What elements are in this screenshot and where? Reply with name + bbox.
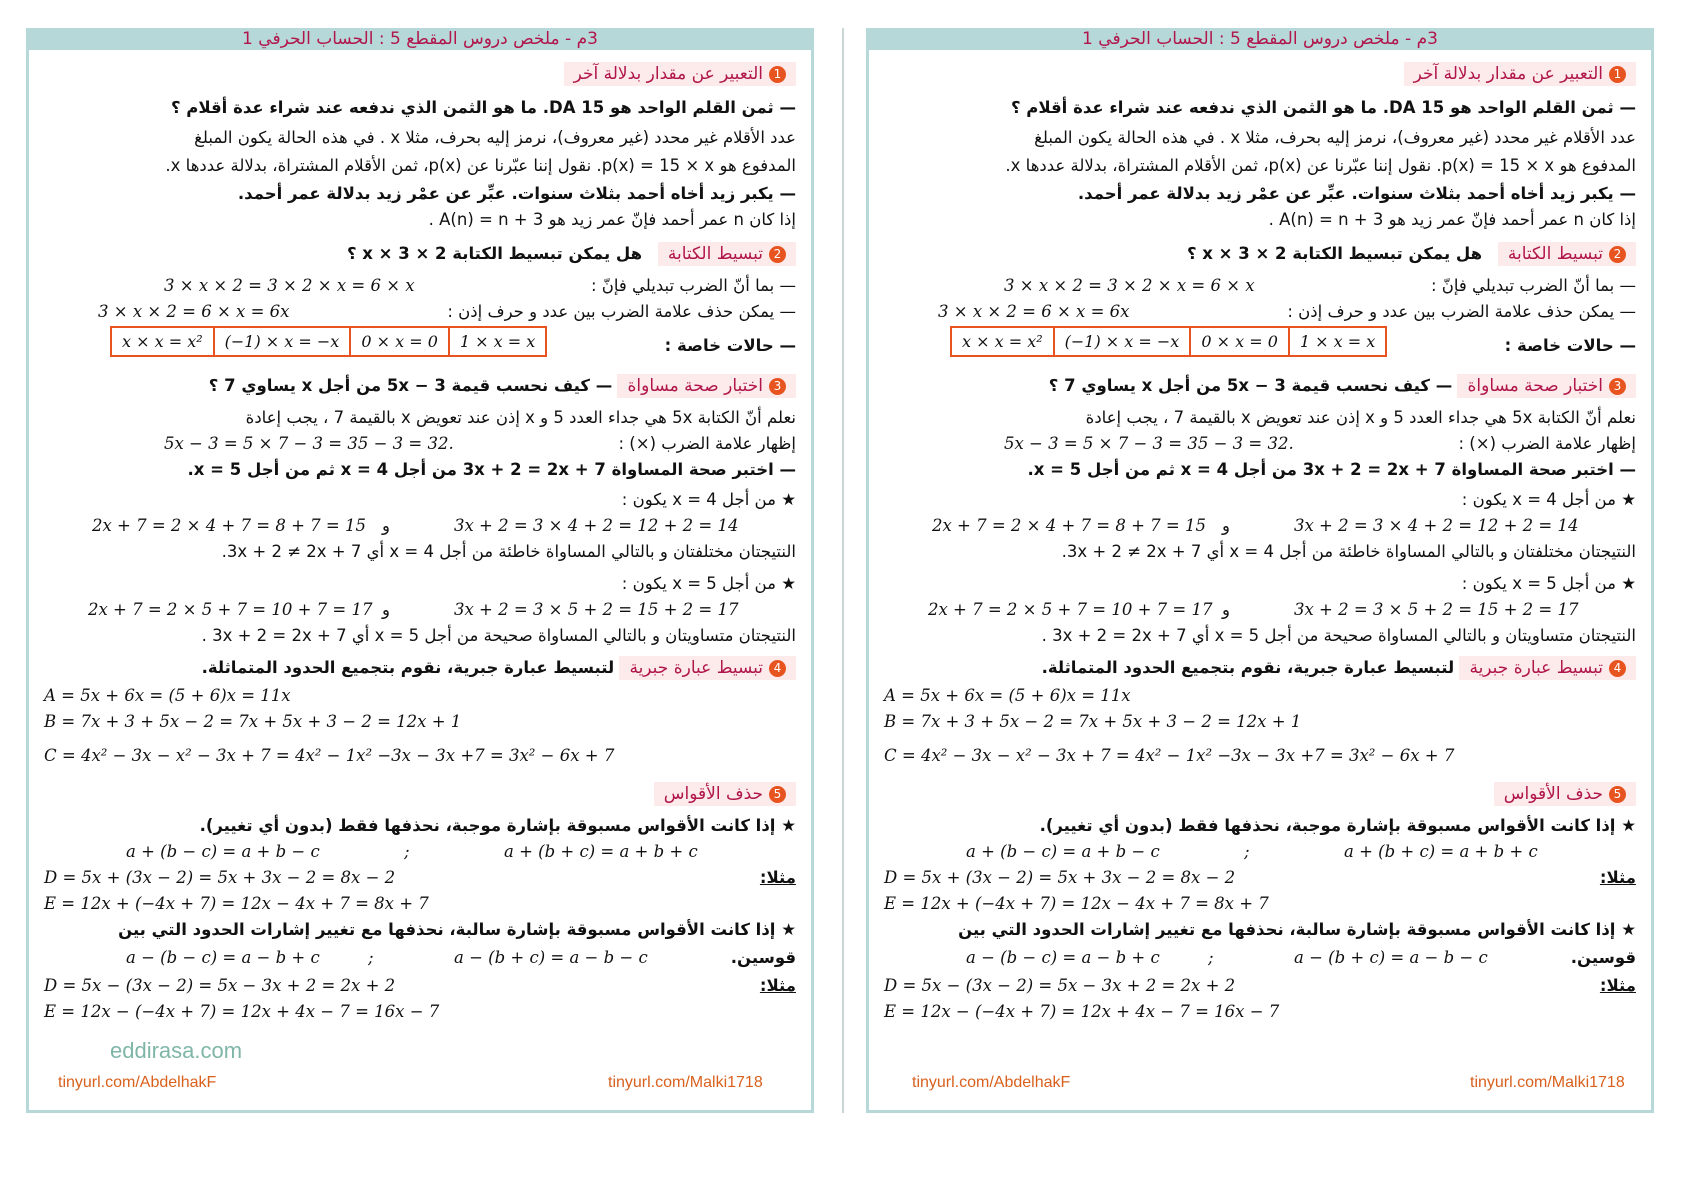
s3-equation: 3x + 2 = 3 × 4 + 2 = 12 + 2 = 14	[1294, 516, 1579, 535]
section-title: حذف الأقواس	[1503, 784, 1603, 804]
section-3-heading	[884, 374, 1636, 398]
s5-rule: قوسين.	[730, 948, 796, 967]
section-2-heading	[44, 242, 796, 266]
s3-question: — كيف نحسب قيمة 5x − 3 من أجل x يساوي 7 ؟	[1048, 376, 1453, 395]
s5-separator: ;	[368, 948, 374, 967]
s3-equation: 5x − 3 = 5 × 7 − 3 = 35 − 3 = 32.	[164, 434, 454, 453]
s1-text: المدفوع هو p(x) = 15 × x. نقول إننا عبّرنا عن p(x)، ثمن الأقلام المشتراة، بدلالة عددها x.	[165, 156, 796, 175]
s1-question: — ثمن القلم الواحد هو 15 DA. ما هو الثمن الذي ندفعه عند شراء عدة أقلام ؟	[170, 98, 796, 117]
section-title: تبسيط الكتابة	[1507, 244, 1603, 264]
s5-equation: E = 12x + (−4x + 7) = 12x − 4x + 7 = 8x + 7	[44, 894, 429, 913]
s3-question: — اختبر صحة المساواة 3x + 2 = 2x + 7 من أجل x = 4 ثم من أجل x = 5.	[1027, 460, 1636, 479]
and-word: و	[1222, 516, 1230, 535]
s4-equation: C = 4x² − 3x − x² − 3x + 7 = 4x² − 1x² −3x − 3x +7 = 3x² − 6x + 7	[44, 746, 615, 765]
special-cases-boxes	[110, 326, 545, 357]
s3-equation: 3x + 2 = 3 × 5 + 2 = 15 + 2 = 17	[1294, 600, 1579, 619]
s5-formula: a − (b + c) = a − b − c	[1294, 948, 1488, 967]
s3-question: — اختبر صحة المساواة 3x + 2 = 2x + 7 من أجل x = 4 ثم من أجل x = 5.	[187, 460, 796, 479]
s3-case: ★ من أجل x = 5 يكون :	[1461, 574, 1636, 593]
s3-result: النتيجتان مختلفتان و بالتالي المساواة خاطئة من أجل x = 4 أي 3x + 2 ≠ 2x + 7.	[1061, 542, 1636, 561]
s5-equation: D = 5x + (3x − 2) = 5x + 3x − 2 = 8x − 2	[44, 868, 396, 887]
section-4-heading	[884, 656, 1636, 680]
s1-text: إذا كان n عمر أحمد فإنّ عمر زيد هو A(n) = n + 3 .	[1268, 210, 1636, 229]
s4-equation: B = 7x + 3 + 5x − 2 = 7x + 5x + 3 − 2 = 12x + 1	[44, 712, 462, 731]
footer-link[interactable]: tinyurl.com/AbdelhakF	[912, 1074, 1071, 1091]
page-header: 3م - ملخص دروس المقطع 5 : الحساب الحرفي 1	[26, 28, 814, 50]
special-case-box: 1 × x = x	[448, 326, 547, 357]
example-label: مثلا:	[1599, 976, 1636, 995]
section-1-heading	[44, 62, 796, 86]
s2-special: — حالات خاصة :	[664, 336, 796, 355]
special-case-box: 0 × x = 0	[1189, 326, 1290, 357]
s4-equation: C = 4x² − 3x − x² − 3x + 7 = 4x² − 1x² −3x − 3x +7 = 3x² − 6x + 7	[884, 746, 1455, 765]
and-word: و	[382, 600, 390, 619]
s3-equation: 2x + 7 = 2 × 5 + 7 = 10 + 7 = 17	[928, 600, 1213, 619]
section-title: تبسيط الكتابة	[667, 244, 763, 264]
and-word: و	[382, 516, 390, 535]
section-number: 5	[769, 786, 786, 803]
s5-equation: E = 12x − (−4x + 7) = 12x + 4x − 7 = 16x − 7	[44, 1002, 440, 1021]
s1-question: — يكبر زيد أخاه أحمد بثلاث سنوات. عبِّر عن عمْر زيد بدلالة عمر أحمد.	[1077, 184, 1636, 203]
s3-text: نعلم أنّ الكتابة 5x هي جداء العدد 5 و x إذن عند تعويض x بالقيمة 7 ، يجب إعادة	[245, 408, 796, 427]
s2-equation: 3 × x × 2 = 6 × x = 6x	[98, 302, 290, 321]
page-header: 3م - ملخص دروس المقطع 5 : الحساب الحرفي 1	[866, 28, 1654, 50]
s3-equation: 5x − 3 = 5 × 7 − 3 = 35 − 3 = 32.	[1004, 434, 1294, 453]
s3-case: ★ من أجل x = 4 يكون :	[621, 490, 796, 509]
s5-rule: ★ إذا كانت الأقواس مسبوقة بإشارة موجبة، نحذفها فقط (بدون أي تغيير).	[199, 816, 796, 835]
section-number: 2	[769, 246, 786, 263]
s5-separator: ;	[1208, 948, 1214, 967]
section-title: اختبار صحة مساواة	[1467, 376, 1603, 396]
s4-equation: A = 5x + 6x = (5 + 6)x = 11x	[44, 686, 291, 705]
s5-rule: ★ إذا كانت الأقواس مسبوقة بإشارة سالبة، نحذفها مع تغيير إشارات الحدود التي بين	[118, 920, 796, 939]
section-number: 1	[1609, 66, 1626, 83]
s5-formula: a + (b − c) = a + b − c	[126, 842, 320, 861]
section-title: التعبير عن مقدار بدلالة آخر	[1413, 64, 1603, 84]
s2-special: — حالات خاصة :	[1504, 336, 1636, 355]
s3-case: ★ من أجل x = 4 يكون :	[1461, 490, 1636, 509]
s2-question: هل يمكن تبسيط الكتابة 2 × x × 3 ؟	[1186, 244, 1483, 263]
section-5-heading	[884, 782, 1636, 806]
example-label: مثلا:	[759, 868, 796, 887]
s4-question: لتبسيط عبارة جبرية، نقوم بتجميع الحدود المتماثلة.	[201, 658, 615, 677]
special-case-box: 1 × x = x	[1288, 326, 1387, 357]
special-case-box: x × x = x²	[950, 326, 1055, 357]
footer-link[interactable]: tinyurl.com/Malki1718	[1470, 1074, 1625, 1091]
s1-text: المدفوع هو p(x) = 15 × x. نقول إننا عبّرنا عن p(x)، ثمن الأقلام المشتراة، بدلالة عددها x.	[1005, 156, 1636, 175]
s3-result: النتيجتان متساويتان و بالتالي المساواة صحيحة من أجل x = 5 أي 3x + 2 = 2x + 7 .	[201, 626, 796, 645]
s5-rule: ★ إذا كانت الأقواس مسبوقة بإشارة سالبة، نحذفها مع تغيير إشارات الحدود التي بين	[958, 920, 1636, 939]
s2-equation: 3 × x × 2 = 3 × 2 × x = 6 × x	[1004, 276, 1255, 295]
s2-equation: 3 × x × 2 = 6 × x = 6x	[938, 302, 1130, 321]
section-2-heading	[884, 242, 1636, 266]
section-number: 1	[769, 66, 786, 83]
s3-text: إظهار علامة الضرب (×) :	[1458, 434, 1636, 453]
s1-question: — يكبر زيد أخاه أحمد بثلاث سنوات. عبِّر عن عمْر زيد بدلالة عمر أحمد.	[237, 184, 796, 203]
s5-rule: قوسين.	[1570, 948, 1636, 967]
s5-formula: a − (b + c) = a − b − c	[454, 948, 648, 967]
s3-equation: 3x + 2 = 3 × 4 + 2 = 12 + 2 = 14	[454, 516, 739, 535]
s2-text: — بما أنّ الضرب تبديلي فإنّ :	[590, 276, 796, 295]
s5-equation: E = 12x + (−4x + 7) = 12x − 4x + 7 = 8x + 7	[884, 894, 1269, 913]
s5-formula: a + (b + c) = a + b + c	[504, 842, 698, 861]
s3-equation: 2x + 7 = 2 × 4 + 7 = 8 + 7 = 15	[92, 516, 366, 535]
s4-equation: B = 7x + 3 + 5x − 2 = 7x + 5x + 3 − 2 = 12x + 1	[884, 712, 1302, 731]
s5-separator: ;	[1244, 842, 1250, 861]
s5-equation: E = 12x − (−4x + 7) = 12x + 4x − 7 = 16x − 7	[884, 1002, 1280, 1021]
s3-result: النتيجتان مختلفتان و بالتالي المساواة خاطئة من أجل x = 4 أي 3x + 2 ≠ 2x + 7.	[221, 542, 796, 561]
s1-text: عدد الأقلام غير محدد (غير معروف)، نرمز إليه بحرف، مثلا x . في هذه الحالة يكون المبلغ	[1034, 128, 1636, 147]
section-number: 2	[1609, 246, 1626, 263]
section-number: 3	[769, 378, 786, 395]
s5-separator: ;	[404, 842, 410, 861]
page-divider	[842, 28, 844, 1113]
s2-text: — يمكن حذف علامة الضرب بين عدد و حرف إذن :	[1287, 302, 1636, 321]
s3-text: إظهار علامة الضرب (×) :	[618, 434, 796, 453]
section-title: حذف الأقواس	[663, 784, 763, 804]
s4-equation: A = 5x + 6x = (5 + 6)x = 11x	[884, 686, 1131, 705]
special-cases-boxes	[950, 326, 1385, 357]
section-title: تبسيط عبارة جبرية	[1469, 658, 1603, 678]
s3-equation: 2x + 7 = 2 × 5 + 7 = 10 + 7 = 17	[88, 600, 373, 619]
page-right	[866, 28, 1682, 1113]
special-case-box: 0 × x = 0	[349, 326, 450, 357]
s3-equation: 3x + 2 = 3 × 5 + 2 = 15 + 2 = 17	[454, 600, 739, 619]
section-number: 5	[1609, 786, 1626, 803]
section-number: 4	[1609, 660, 1626, 677]
example-label: مثلا:	[759, 976, 796, 995]
section-5-heading	[44, 782, 796, 806]
section-3-heading	[44, 374, 796, 398]
watermark: eddirasa.com	[110, 1038, 243, 1063]
s4-question: لتبسيط عبارة جبرية، نقوم بتجميع الحدود المتماثلة.	[1041, 658, 1455, 677]
special-case-box: (−1) × x = −x	[1053, 326, 1192, 357]
example-label: مثلا:	[1599, 868, 1636, 887]
page-left	[26, 28, 842, 1113]
s2-text: — بما أنّ الضرب تبديلي فإنّ :	[1430, 276, 1636, 295]
section-title: التعبير عن مقدار بدلالة آخر	[573, 64, 763, 84]
s5-equation: D = 5x − (3x − 2) = 5x − 3x + 2 = 2x + 2	[44, 976, 396, 995]
s1-text: عدد الأقلام غير محدد (غير معروف)، نرمز إليه بحرف، مثلا x . في هذه الحالة يكون المبلغ	[194, 128, 796, 147]
special-case-box: (−1) × x = −x	[213, 326, 352, 357]
s5-formula: a − (b − c) = a − b + c	[966, 948, 1160, 967]
footer-link[interactable]: tinyurl.com/AbdelhakF	[58, 1074, 217, 1091]
s5-equation: D = 5x + (3x − 2) = 5x + 3x − 2 = 8x − 2	[884, 868, 1236, 887]
s1-question: — ثمن القلم الواحد هو 15 DA. ما هو الثمن الذي ندفعه عند شراء عدة أقلام ؟	[1010, 98, 1636, 117]
section-4-heading	[44, 656, 796, 680]
s5-formula: a + (b − c) = a + b − c	[966, 842, 1160, 861]
section-number: 4	[769, 660, 786, 677]
section-number: 3	[1609, 378, 1626, 395]
s3-result: النتيجتان متساويتان و بالتالي المساواة صحيحة من أجل x = 5 أي 3x + 2 = 2x + 7 .	[1041, 626, 1636, 645]
footer-link[interactable]: tinyurl.com/Malki1718	[608, 1074, 763, 1091]
special-case-box: x × x = x²	[110, 326, 215, 357]
s2-equation: 3 × x × 2 = 3 × 2 × x = 6 × x	[164, 276, 415, 295]
s1-text: إذا كان n عمر أحمد فإنّ عمر زيد هو A(n) = n + 3 .	[428, 210, 796, 229]
s5-equation: D = 5x − (3x − 2) = 5x − 3x + 2 = 2x + 2	[884, 976, 1236, 995]
s3-question: — كيف نحسب قيمة 5x − 3 من أجل x يساوي 7 ؟	[208, 376, 613, 395]
section-title: تبسيط عبارة جبرية	[629, 658, 763, 678]
section-title: اختبار صحة مساواة	[627, 376, 763, 396]
s5-rule: ★ إذا كانت الأقواس مسبوقة بإشارة موجبة، نحذفها فقط (بدون أي تغيير).	[1039, 816, 1636, 835]
section-1-heading	[884, 62, 1636, 86]
s3-text: نعلم أنّ الكتابة 5x هي جداء العدد 5 و x إذن عند تعويض x بالقيمة 7 ، يجب إعادة	[1085, 408, 1636, 427]
and-word: و	[1222, 600, 1230, 619]
s5-formula: a + (b + c) = a + b + c	[1344, 842, 1538, 861]
s5-formula: a − (b − c) = a − b + c	[126, 948, 320, 967]
s2-text: — يمكن حذف علامة الضرب بين عدد و حرف إذن :	[447, 302, 796, 321]
s2-question: هل يمكن تبسيط الكتابة 2 × x × 3 ؟	[346, 244, 643, 263]
s3-case: ★ من أجل x = 5 يكون :	[621, 574, 796, 593]
s3-equation: 2x + 7 = 2 × 4 + 7 = 8 + 7 = 15	[932, 516, 1206, 535]
